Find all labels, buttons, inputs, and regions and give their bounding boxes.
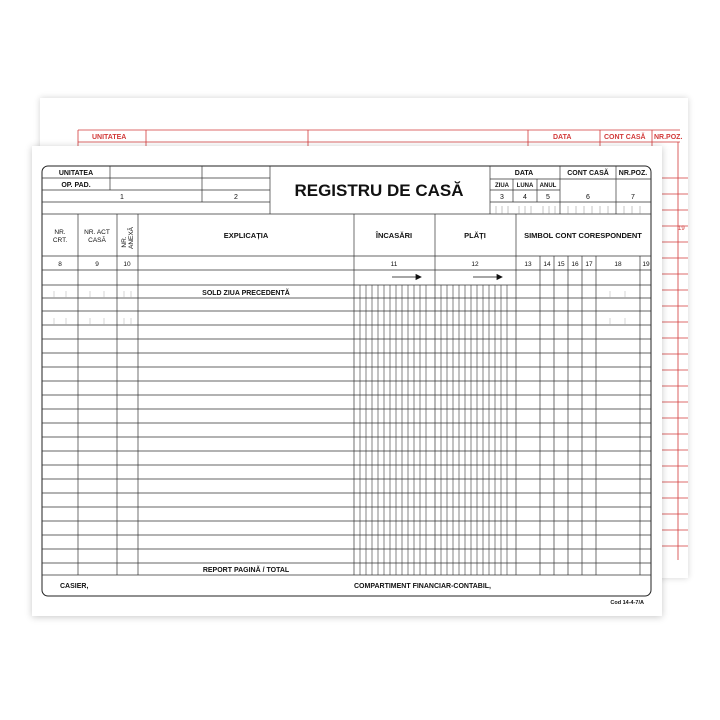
data-label: DATA: [514, 170, 534, 177]
nr-crt-label-line1: NR.: [54, 229, 66, 236]
header-num-3: 3: [500, 194, 504, 201]
back-side-number: 19: [678, 226, 685, 232]
unitatea-label: UNITATEA: [58, 170, 94, 177]
amount-digit-grid: [360, 285, 507, 575]
compartiment-label: COMPARTIMENT FINANCIAR-CONTABIL,: [354, 583, 492, 590]
header-num-1: 1: [120, 194, 124, 201]
nr-poz-label: NR.POZ.: [618, 170, 648, 177]
sold-ziua-precedenta-label: SOLD ZIUA PRECEDENTĂ: [202, 290, 290, 297]
colnum-18: 18: [614, 261, 622, 268]
colnum-8: 8: [58, 261, 62, 268]
column-grid: [42, 214, 651, 575]
back-cont-casa-label: CONT CASĂ: [604, 134, 646, 141]
header-num-6: 6: [586, 194, 590, 201]
back-nr-poz-label: NR.POZ.: [654, 134, 683, 141]
left-columns-ticks: [54, 291, 625, 325]
colnum-12: 12: [471, 261, 479, 268]
colnum-19: 19: [642, 261, 650, 268]
colnum-16: 16: [571, 261, 579, 268]
op-pad-label: OP. PAD.: [61, 182, 91, 189]
plati-arrow-head: [497, 275, 502, 280]
header-num-5: 5: [546, 194, 550, 201]
header-num-2: 2: [234, 194, 238, 201]
anul-label: ANUL: [539, 183, 557, 189]
cont-casa-label: CONT CASĂ: [567, 170, 609, 177]
registru-form: [32, 146, 662, 616]
colnum-17: 17: [585, 261, 593, 268]
nr-act-casa-label-line1: NR. ACT: [84, 229, 110, 236]
incasari-arrow-head: [416, 275, 421, 280]
colnum-11: 11: [390, 261, 398, 268]
nr-anexa-label-line1: NR.: [121, 236, 128, 248]
colnum-15: 15: [557, 261, 565, 268]
header-num-7: 7: [631, 194, 635, 201]
form-title: REGISTRU DE CASĂ: [294, 181, 464, 200]
colnum-10: 10: [123, 261, 131, 268]
luna-label: LUNA: [516, 183, 534, 189]
nr-anexa-label-line2: ANEXĂ: [128, 226, 135, 250]
nr-crt-label-line2: CRT.: [52, 237, 68, 244]
nr-act-casa-label-line2: CASĂ: [88, 237, 106, 244]
colnum-13: 13: [524, 261, 532, 268]
back-data-label: DATA: [553, 134, 572, 141]
explicatia-label: EXPLICAȚIA: [223, 231, 269, 240]
ziua-label: ZIUA: [495, 183, 509, 189]
back-unitatea-label: UNITATEA: [92, 134, 127, 141]
colnum-14: 14: [543, 261, 551, 268]
header-num-4: 4: [523, 194, 527, 201]
front-sheet: [32, 146, 662, 616]
simbol-label: SIMBOL CONT CORESPONDENT: [524, 231, 642, 240]
casier-label: CASIER,: [60, 583, 89, 590]
plati-label: PLĂȚI: [464, 231, 486, 240]
report-pagina-total-label: REPORT PAGINĂ / TOTAL: [202, 567, 290, 574]
header-ticks: [496, 206, 640, 214]
colnum-9: 9: [95, 261, 99, 268]
cod-label: Cod 14-4-7/A: [610, 600, 644, 606]
arrows: [392, 275, 502, 280]
incasari-label: ÎNCASĂRI: [375, 231, 413, 240]
